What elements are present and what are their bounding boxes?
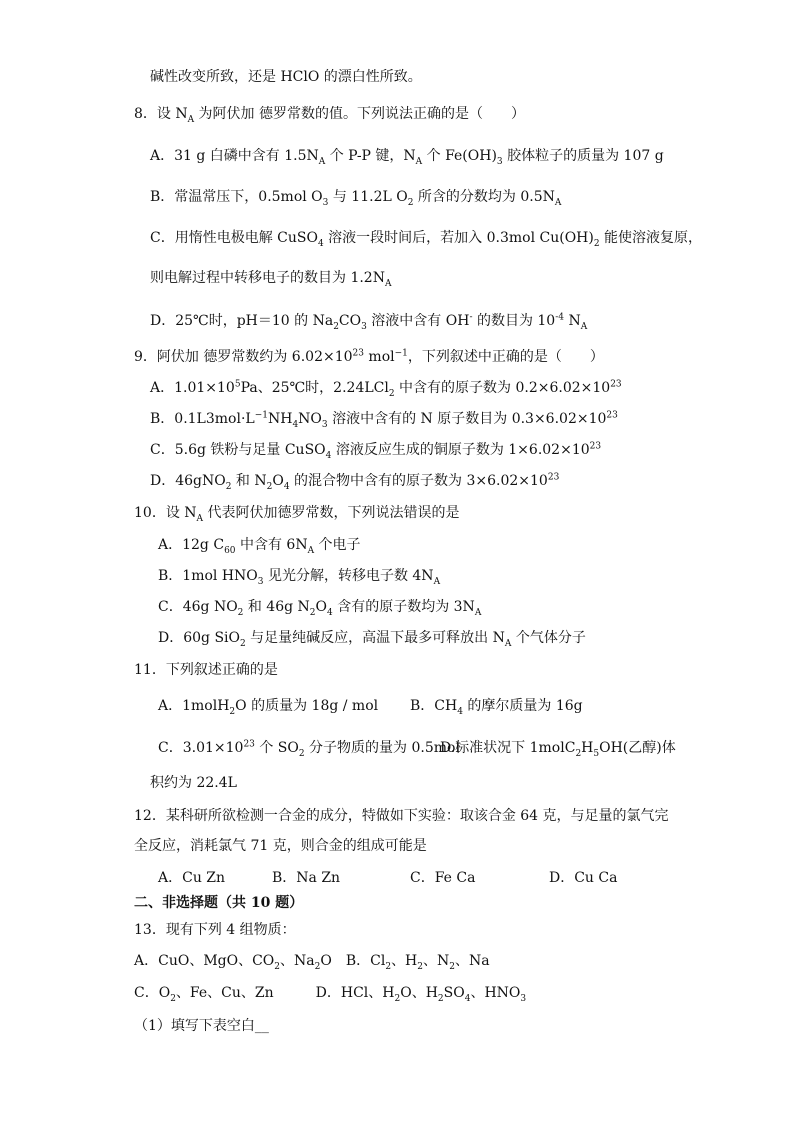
q10-stem: 10．设 $N_A$ 代表阿伏加德罗常数，下列说法错误的是 bbox=[134, 505, 460, 524]
q8-option-c: C．用惰性电极电解 CuSO$_4$ 溶液一段时间后，若加入 0.3mol $Cu(OH)_2$ 能使溶液复原， bbox=[150, 230, 703, 249]
q10-option-c: C．46g $NO_2$ 和 46g $N_2O_4$ 含有的原子数均为 $3N_A$ bbox=[158, 599, 482, 618]
q8-option-a: A．31 g 白磷中含有 $1.5N_A$ 个 P-P 键，$N_A$ 个 $Fe(OH)_3$ 胶体粒子的质量为 107 g bbox=[150, 148, 664, 167]
section-two-heading: 二、非选择题（共 10 题） bbox=[134, 895, 304, 911]
q9-option-c: C．5.6g 铁粉与足量 CuSO$_4$ 溶液反应生成的铜原子数为 $1\times 6.02\times 10^{23}$ bbox=[150, 441, 602, 461]
q9-option-d: D．46gNO$_2$ 和 $N_2O_4$ 的混合物中含有的原子数为 $3\times 6.02\times 10^{23}$ bbox=[150, 472, 560, 492]
q8-option-d: D．25℃时，pH＝10 的 $Na_2CO_3$ 溶液中含有 OH- 的数目为 $10^{-4}$ $N_A$ bbox=[150, 312, 588, 332]
q11-option-c: C．$3.01\times 10^{23}$ 个 $SO_2$ 分子物质的量为 0.5mol bbox=[158, 739, 460, 759]
q13-group-c-d: C．$O_2$、Fe、Cu、Zn D．HCl、$H_2O$、$H_2SO_4$、$HNO_3$ bbox=[134, 985, 527, 1004]
q12-stem-cont: 全反应，消耗氯气 71 克，则合金的组成可能是 bbox=[134, 838, 427, 854]
q10-option-d: D．60g SiO$_2$ 与足量纯碱反应，高温下最多可释放出 $N_A$ 个气体分子 bbox=[158, 630, 586, 649]
q9-stem: 9．阿伏加 德罗常数约为 $6.02\times 10^{23}$ mol$^{-1}$，下列叙述中正确的是（ ） bbox=[134, 348, 604, 365]
q11-option-d: D.标准状况下 $1molC_2H_5OH$(乙醇)体 bbox=[440, 740, 676, 759]
q10-option-a: A．12g $C_{60}$ 中含有 $6N_A$ 个电子 bbox=[158, 537, 361, 556]
q9-option-b: B．$0.1L3mol\cdot L^{-1}NH_4NO_3$ 溶液中含有的 N 原子数目为 $0.3\times 6.02\times 10^{23}$ bbox=[150, 410, 618, 430]
q12-option-b: B．Na Zn bbox=[272, 870, 341, 886]
q8-option-b: B．常温常压下，0.5mol $O_3$ 与 11.2L $O_2$ 所含的分数均为 $0.5N_A$ bbox=[150, 189, 562, 208]
q12-stem: 12．某科研所欲检测一合金的成分，特做如下实验：取该合金 64 克，与足量的氯气完 bbox=[134, 808, 669, 824]
q11-option-b: B．$CH_4$ 的摩尔质量为 16g bbox=[410, 698, 583, 717]
intro-continuation: 碱性改变所致，还是 HClO 的漂白性所致。 bbox=[150, 69, 422, 85]
q13-stem: 13．现有下列 4 组物质： bbox=[134, 922, 296, 938]
q13-group-a-b: A．CuO、MgO、$CO_2$、$Na_2O$ B．$Cl_2$、$H_2$、$N_2$、Na bbox=[134, 953, 490, 972]
q13-part-1: （1）填写下表空白__ bbox=[134, 1018, 269, 1034]
q12-option-a: A．Cu Zn bbox=[158, 870, 226, 886]
q8-option-c-cont: 则电解过程中转移电子的数目为 $1.2N_A$ bbox=[150, 270, 392, 289]
q8-stem: 8．设 $N_A$ 为阿伏加 德罗常数的值。下列说法正确的是（ ） bbox=[134, 106, 526, 125]
q9-option-a: A．$1.01\times 10^5Pa$、25℃时，2.24LCl$_2$ 中含有的原子数为 $0.2\times 6.02\times 10^{23}$ bbox=[150, 379, 622, 399]
q11-stem: 11．下列叙述正确的是 bbox=[134, 662, 278, 678]
q10-option-b: B．1mol $HNO_3$ 见光分解，转移电子数 $4N_A$ bbox=[158, 568, 441, 587]
q12-option-d: D．Cu Ca bbox=[549, 870, 618, 886]
q11-option-d-cont: 积约为 22.4L bbox=[150, 775, 237, 791]
q11-option-a: A．1molH$_2$O 的质量为 18g / mol bbox=[158, 698, 379, 717]
q12-option-c: C．Fe Ca bbox=[410, 870, 476, 886]
